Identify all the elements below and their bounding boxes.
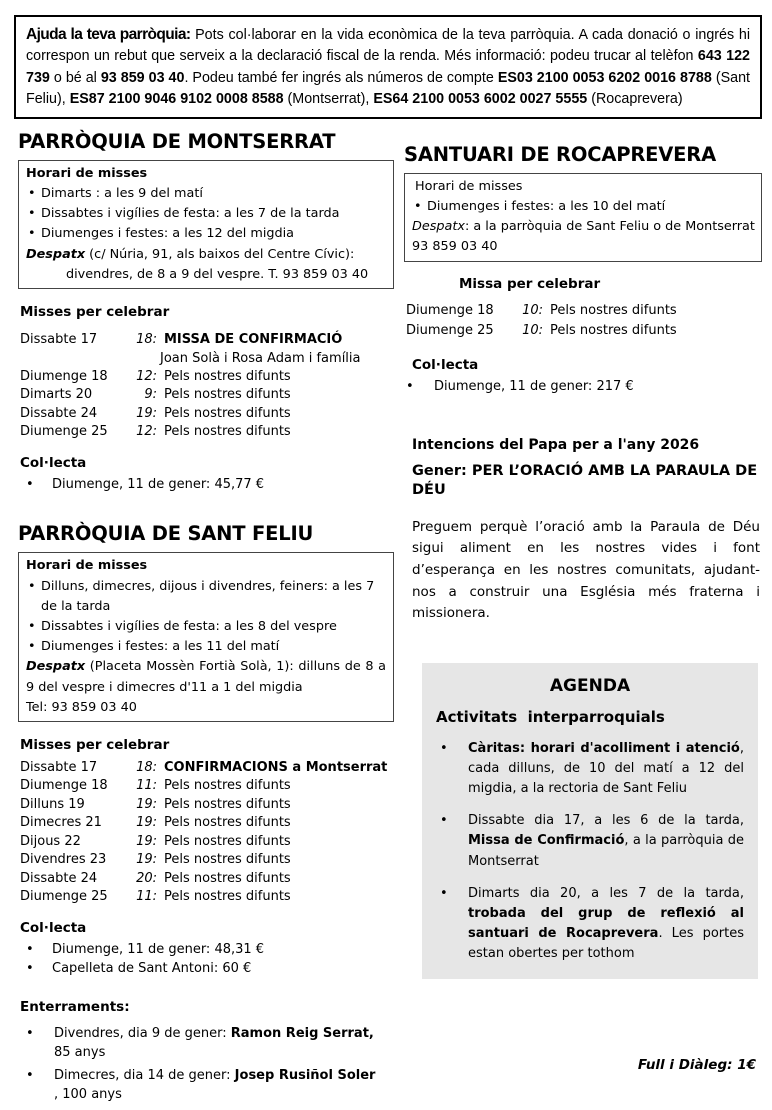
mass-time: 20: xyxy=(136,870,157,886)
mass-row xyxy=(18,331,394,349)
mass-row xyxy=(404,321,762,342)
mass-time: 18: xyxy=(136,760,157,776)
rocaprevera-despatx-line xyxy=(412,217,754,237)
enterrament-age: , 100 anys xyxy=(54,1087,122,1103)
donation-text-5: (Montserrat), xyxy=(283,91,374,108)
rocaprevera-horari-item: • Diumenges i festes: a les 10 del matí xyxy=(412,197,754,217)
mass-row xyxy=(18,851,394,869)
despatx-text: (Placeta Mossèn Fortià Solà, 1): dilluns de 8 a 9 del vespre i dimecres d'11 a 1 del migdia xyxy=(26,659,386,695)
agenda-item-highlight: trobada del grup de reflexió al santuari de Rocaprevera xyxy=(468,905,744,941)
mass-day: Dilluns 19 xyxy=(20,796,85,812)
phone-number-1: 643 122 739 xyxy=(26,48,751,86)
despatx-label: Despatx xyxy=(26,246,86,262)
mass-desc: Pels nostres difunts xyxy=(164,368,291,384)
mass-desc: Pels nostres difunts xyxy=(164,833,291,849)
montserrat-horari-heading: Horari de misses xyxy=(26,165,148,181)
agenda-item-text: . Les portes estan obertes per tothom xyxy=(468,925,744,962)
montserrat-horari-item: • Dissabtes i vigílies de festa: a les 7 de la tarda xyxy=(26,204,386,224)
bulletin-price: Full i Diàleg: 1€ xyxy=(637,1057,756,1074)
mass-day: Diumenge 18 xyxy=(20,778,108,794)
mass-time: 19: xyxy=(136,405,157,421)
mass-intention-names: Joan Solà i Rosa Adam i família xyxy=(160,350,361,366)
agenda-item-text: , a la parròquia de Montserrat xyxy=(468,833,744,869)
agenda-item-highlight: Càritas: horari d'acolliment i atenció xyxy=(468,740,740,756)
enterraments-heading: Enterraments: xyxy=(20,998,130,1015)
enterrament-item xyxy=(18,1025,394,1063)
santfeliu-telephone: Tel: 93 859 03 40 xyxy=(26,699,137,715)
mass-row xyxy=(18,870,394,888)
rocaprevera-collecta-heading: Col·lecta xyxy=(412,357,479,374)
donation-title: Ajuda la teva parròquia: xyxy=(26,26,191,43)
mass-desc: Pels nostres difunts xyxy=(164,387,291,403)
mass-row xyxy=(18,405,394,423)
mass-desc: Pels nostres difunts xyxy=(164,852,291,868)
mass-time: 19: xyxy=(136,833,157,849)
mass-desc: Pels nostres difunts xyxy=(164,870,291,886)
donation-text-4: (Sant Feliu), xyxy=(26,69,751,108)
two-column-layout xyxy=(14,130,762,1110)
enterrament-name: Josep Rusiñol Soler xyxy=(234,1068,376,1084)
agenda-item-text: , cada dilluns, de 10 del matí a 12 del migdia, a la rectoria de Sant Feliu xyxy=(468,740,744,797)
montserrat-horari-item: • Diumenges i festes: a les 12 del migdia xyxy=(26,224,386,244)
donation-text-2: o bé al xyxy=(49,69,101,86)
mass-day: Diumenge 18 xyxy=(406,302,494,318)
mass-desc: Pels nostres difunts xyxy=(164,796,291,812)
donation-info-box xyxy=(14,15,762,119)
mass-day: Diumenge 25 xyxy=(20,889,108,905)
mass-desc: Pels nostres difunts xyxy=(550,302,677,318)
agenda-item xyxy=(436,884,744,965)
papa-intentions-title: Intencions del Papa per a l'any 2026 xyxy=(412,436,700,453)
mass-day: Dissabte 24 xyxy=(20,405,98,421)
mass-day: Diumenge 18 xyxy=(20,368,108,384)
mass-day: Diumenge 25 xyxy=(406,323,494,339)
mass-row xyxy=(18,814,394,832)
despatx-text: (c/ Núria, 91, als baixos del Centre Cívic): xyxy=(85,246,355,262)
agenda-item xyxy=(436,739,744,799)
montserrat-despatx-hours: divendres, de 8 a 9 del vespre. T. 93 859 03 40 xyxy=(66,266,369,282)
phone-number-2: 93 859 03 40 xyxy=(100,69,185,86)
mass-row xyxy=(18,759,394,777)
rocaprevera-title: SANTUARI DE ROCAPREVERA xyxy=(404,142,716,166)
montserrat-horari-box xyxy=(18,160,394,289)
santfeliu-despatx-line xyxy=(26,657,386,697)
collecta-item: • Capelleta de Sant Antoni: 60 € xyxy=(18,959,394,979)
despatx-label: Despatx xyxy=(412,219,465,235)
mass-time: 11: xyxy=(136,778,157,794)
santfeliu-horari-item: • Dissabtes i vigílies de festa: a les 8 del vespre xyxy=(26,617,386,637)
enterrament-date: Dimecres, dia 14 de gener: xyxy=(54,1068,235,1084)
montserrat-horari-item: • Dimarts : a les 9 del matí xyxy=(26,184,386,204)
donation-text-1: Pots col·laborar en la vida econòmica de la teva parròquia. A cada donació o ingrés hi correspon un rebut que serveix a la declaració fiscal de la renda. Més informació: podeu trucar al telèfon xyxy=(26,27,750,65)
agenda-item-highlight: Missa de Confirmació xyxy=(468,833,625,849)
enterrament-age: 85 anys xyxy=(54,1044,106,1060)
santfeliu-horari-item: • Dilluns, dimecres, dijous i divendres, feiners: a les 7 de la tarda xyxy=(26,577,386,617)
santfeliu-collecta-heading: Col·lecta xyxy=(20,919,87,936)
despatx-text: : a la parròquia de Sant Feliu o de Montserrat xyxy=(464,219,755,235)
iban-rocaprevera: ES64 2100 0053 6002 0027 5555 xyxy=(373,91,588,108)
santfeliu-horari-box xyxy=(18,552,394,722)
collecta-item: • Diumenge, 11 de gener: 217 € xyxy=(404,377,762,397)
agenda-item-text: Dimarts dia 20, a les 7 de la tarda, xyxy=(468,885,744,901)
mass-time: 19: xyxy=(136,815,157,831)
mass-time: 19: xyxy=(136,852,157,868)
papa-intentions-section xyxy=(404,437,762,625)
despatx-label: Despatx xyxy=(26,659,86,675)
mass-day: Dissabte 17 xyxy=(20,760,98,776)
mass-row xyxy=(18,833,394,851)
mass-day: Dimarts 20 xyxy=(20,387,93,403)
mass-row xyxy=(18,368,394,386)
montserrat-title: PARRÒQUIA DE MONTSERRAT xyxy=(18,129,336,153)
enterrament-name: Ramon Reig Serrat, xyxy=(230,1025,374,1041)
rocaprevera-horari-heading: Horari de misses xyxy=(415,178,523,194)
left-column xyxy=(18,130,394,1110)
enterrament-date: Divendres, dia 9 de gener: xyxy=(54,1025,231,1041)
mass-row xyxy=(18,386,394,404)
iban-montserrat: ES87 2100 9046 9102 0008 8588 xyxy=(69,91,284,108)
mass-desc: CONFIRMACIONS a Montserrat xyxy=(164,760,388,776)
mass-row xyxy=(18,796,394,814)
mass-desc: Pels nostres difunts xyxy=(164,889,291,905)
rocaprevera-missa-heading: Missa per celebrar xyxy=(459,275,601,292)
mass-desc: Pels nostres difunts xyxy=(550,323,677,339)
mass-day: Dissabte 17 xyxy=(20,332,98,348)
papa-intentions-body: Preguem perquè l’oració amb la Paraula de Déu sigui aliment en les nostres vides i font d’esperança en les nostres comunitats, ajudant-nos a construir una Església més fraterna i missionera. xyxy=(412,518,760,622)
mass-day: Divendres 23 xyxy=(20,852,107,868)
rocaprevera-horari-box xyxy=(404,173,762,262)
mass-row xyxy=(18,423,394,441)
rocaprevera-telephone: 93 859 03 40 xyxy=(412,239,498,255)
mass-row xyxy=(18,777,394,795)
mass-desc: Pels nostres difunts xyxy=(164,778,291,794)
iban-sant-feliu: ES03 2100 0053 6202 0016 8788 xyxy=(497,69,712,86)
donation-text-3: . Podeu també fer ingrés als números de compte xyxy=(184,69,498,86)
mass-time: 19: xyxy=(136,796,157,812)
mass-desc: MISSA DE CONFIRMACIÓ xyxy=(164,332,343,348)
enterrament-item xyxy=(18,1067,394,1105)
agenda-box xyxy=(422,663,758,979)
montserrat-despatx-line xyxy=(26,245,386,265)
mass-time: 10: xyxy=(522,302,543,318)
papa-intentions-subtitle: Gener: PER L’ORACIÓ AMB LA PARAULA DE DÉU xyxy=(412,462,758,499)
montserrat-misses-heading: Misses per celebrar xyxy=(20,304,170,321)
mass-time: 11: xyxy=(136,889,157,905)
agenda-title: AGENDA xyxy=(549,675,631,696)
santfeliu-horari-heading: Horari de misses xyxy=(26,558,148,574)
mass-day: Dissabte 24 xyxy=(20,870,98,886)
collecta-item: • Diumenge, 11 de gener: 48,31 € xyxy=(18,940,394,960)
mass-time: 18: xyxy=(136,332,157,348)
santfeliu-misses-heading: Misses per celebrar xyxy=(20,737,170,754)
mass-time: 12: xyxy=(136,424,157,440)
mass-desc: Pels nostres difunts xyxy=(164,424,291,440)
montserrat-collecta-heading: Col·lecta xyxy=(20,454,87,471)
agenda-subtitle: Activitats interparroquials xyxy=(436,707,665,726)
santfeliu-title: PARRÒQUIA DE SANT FELIU xyxy=(18,522,314,546)
mass-day: Dimecres 21 xyxy=(20,815,102,831)
mass-row xyxy=(404,301,762,322)
agenda-item xyxy=(436,811,744,871)
mass-desc: Pels nostres difunts xyxy=(164,815,291,831)
mass-time: 12: xyxy=(136,368,157,384)
agenda-item-text: Dissabte dia 17, a les 6 de la tarda, xyxy=(468,813,744,829)
mass-desc: Pels nostres difunts xyxy=(164,405,291,421)
mass-time: 10: xyxy=(522,323,543,339)
collecta-item: • Diumenge, 11 de gener: 45,77 € xyxy=(18,475,394,495)
mass-row xyxy=(18,888,394,906)
mass-day: Diumenge 25 xyxy=(20,424,108,440)
donation-text-6: (Rocaprevera) xyxy=(587,91,683,108)
santfeliu-horari-item: • Diumenges i festes: a les 11 del matí xyxy=(26,637,386,657)
mass-day: Dijous 22 xyxy=(20,833,81,849)
mass-time: 9: xyxy=(144,387,157,403)
right-column xyxy=(404,130,762,1110)
